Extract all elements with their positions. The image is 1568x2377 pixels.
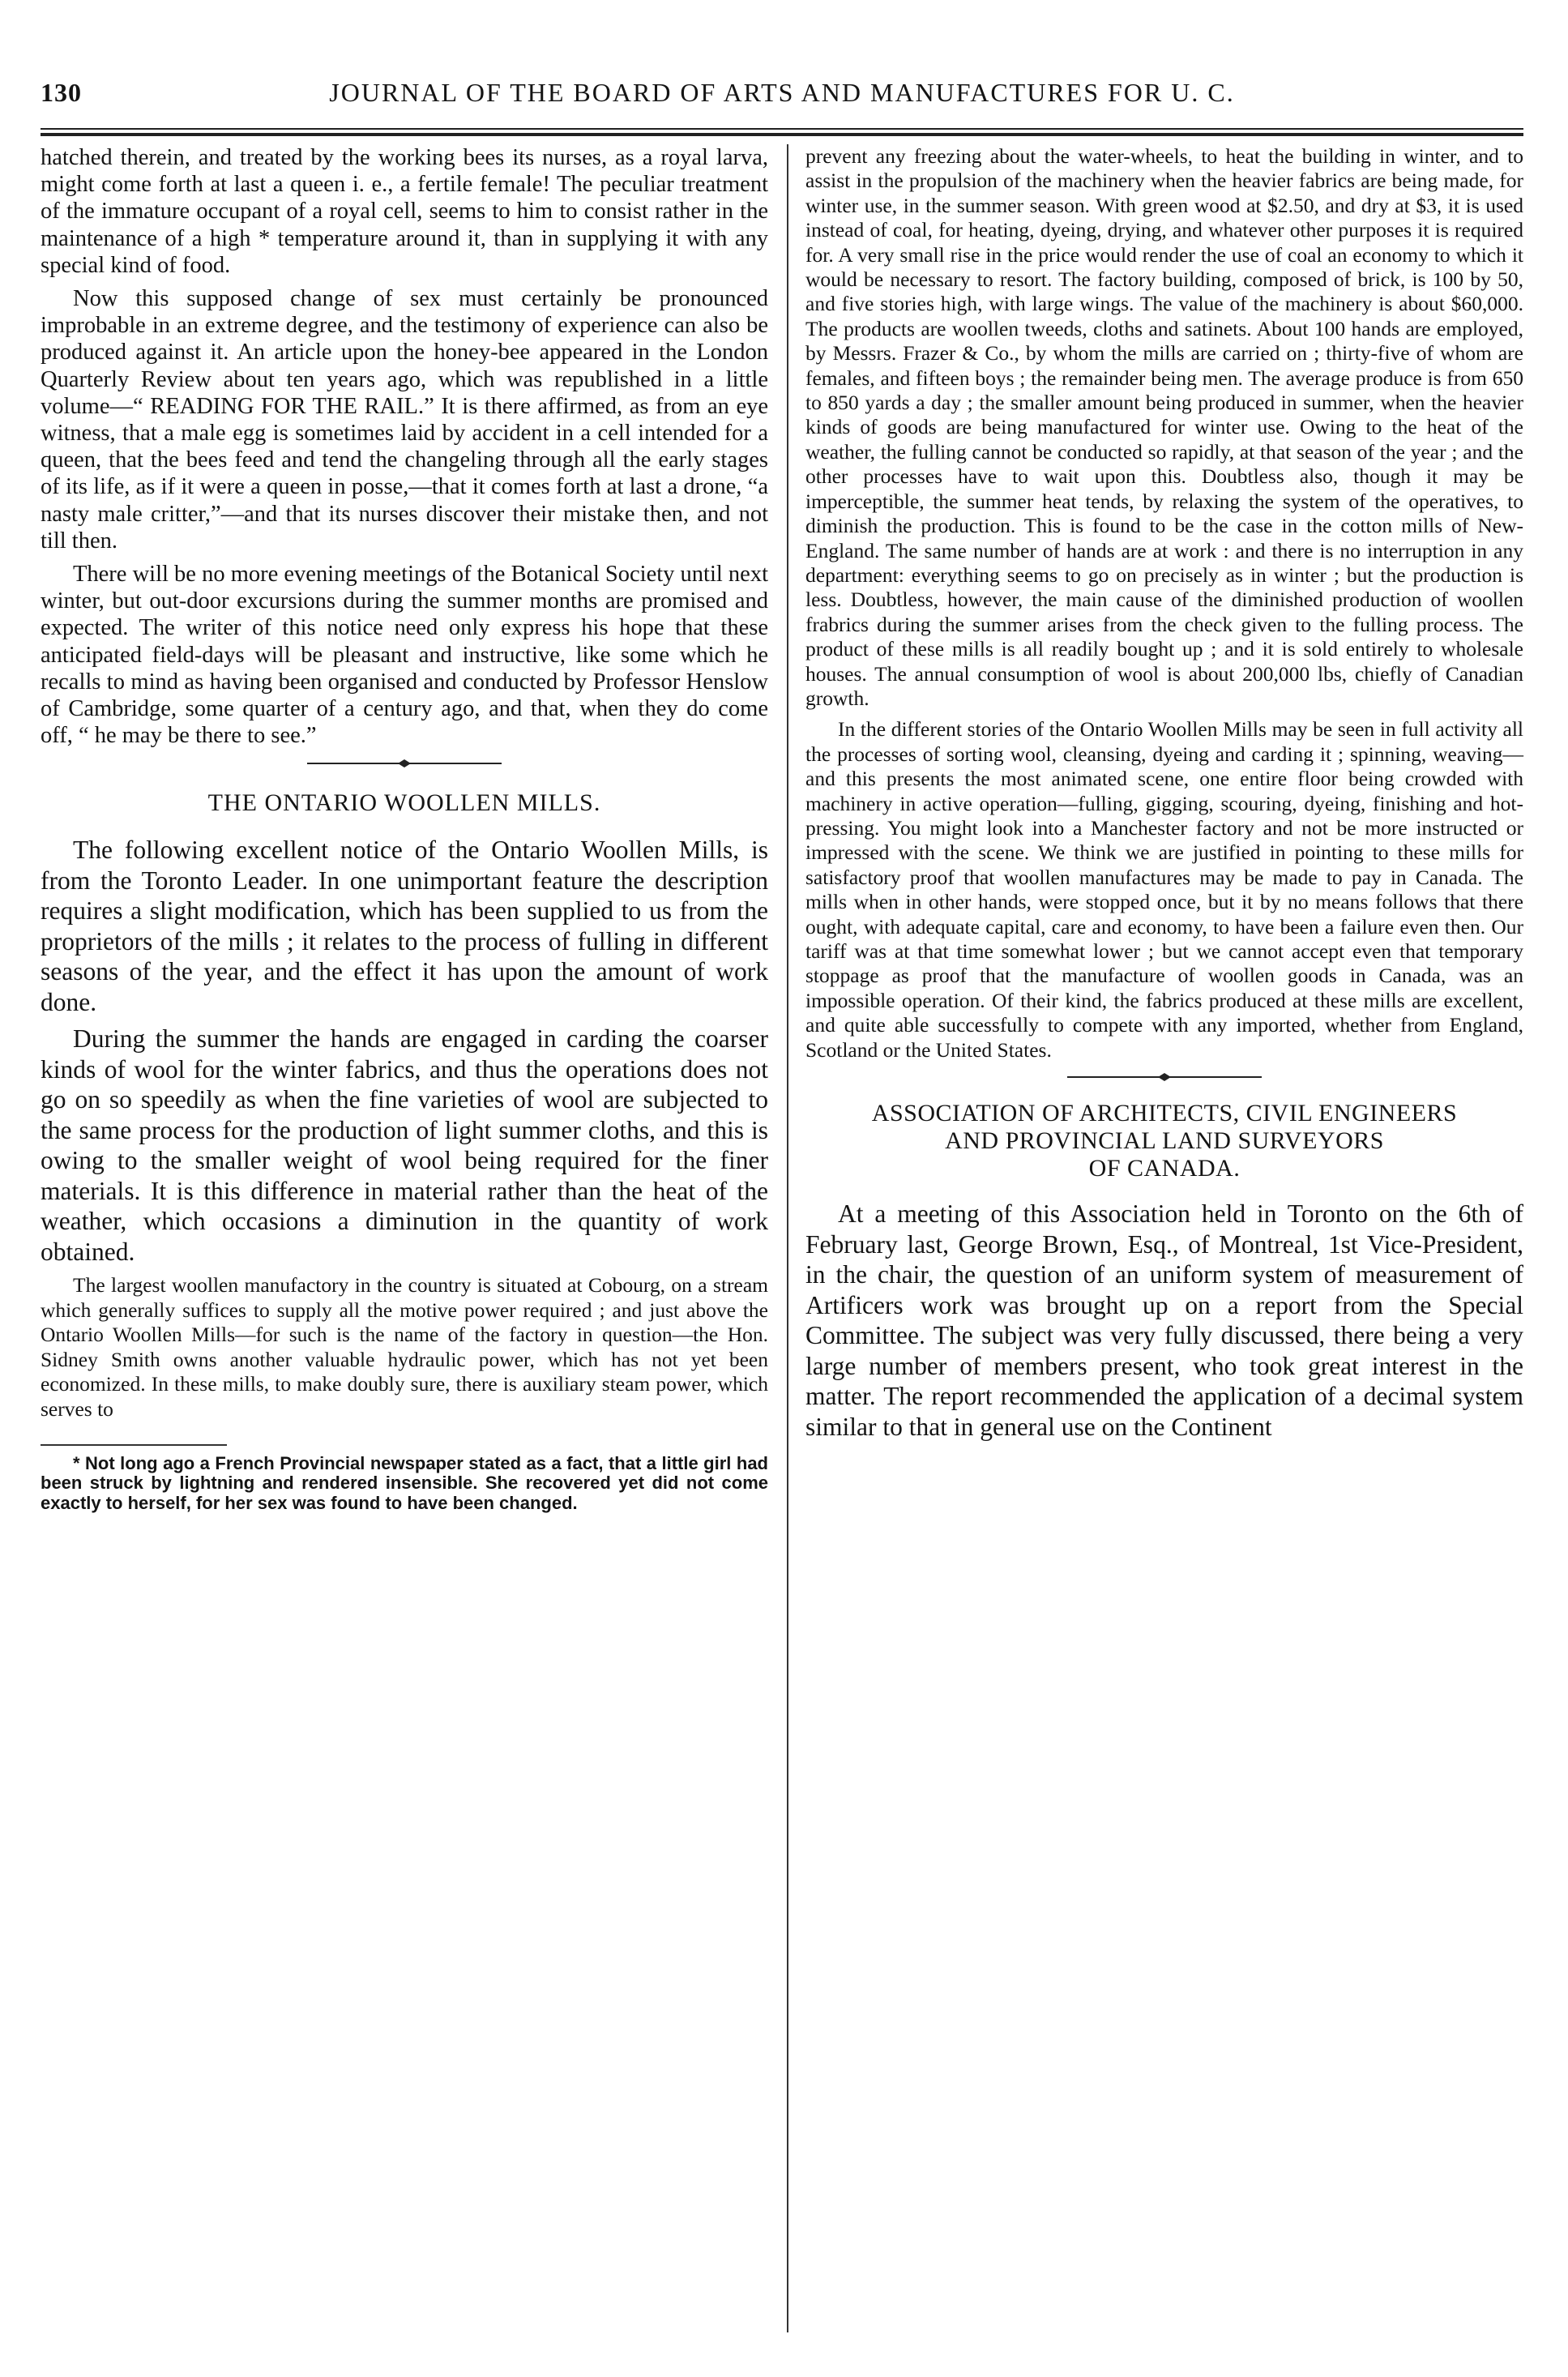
paragraph: At a meeting of this Association held in Toronto on the 6th of February last, George Brown, Esq., of Montreal, 1st Vice-President, in the chair, the question of an uniform system of measurement of Artificers work was brought up on a report from the Special Committee. The subject was very fully discussed, there being a very large number of members present, who took great interest in the matter. The report recommended the application of a decimal system similar to that in general use on the Continent <box>805 1199 1523 1441</box>
paragraph: The following excellent notice of the Ontario Woollen Mills, is from the Toronto Leader. In one unimportant feature the description requires a slight modification, which has been supplied to us from the proprietors of the mills ; it relates to the process of fulling in different seasons of the year, and the effect it has upon the amount of work done. <box>41 836 768 1016</box>
section-title-line: OF CANADA. <box>1088 1155 1241 1182</box>
paragraph: prevent any freezing about the water-wheels, to heat the building in winter, and to assist in the propulsion of the machinery when the heavier fabrics are being made, for winter use, in the summer season. With green wood at $2.50, and dry at $3, it is used instead of coal, for heating, dyeing, drying, and whatever other purposes it is required for. A very small rise in the price would render the use of coal an economy to which it would be necessary to resort. The factory building, composed of brick, is 100 by 50, and five stories high, with large wings. The value of the machinery is about $60,000. The products are woollen tweeds, cloths and satinets. About 100 hands are employed, by Messrs. Frazer & Co., by whom the mills are carried on ; thirty-five of whom are females, and fifteen boys ; the remainder being men. The average produce is from 650 to 850 yards a day ; the smaller amount being produced in summer, when the heavier kinds of goods are being manufactured for winter use. Owing to the heat of the weather, the fulling cannot be conducted so rapidly, at that season of the year ; and the other processes have to wait upon this. Doubtless also, though it may be imperceptible, the summer heat tends, by relaxing the system of the operatives, to diminish the production. This is found to be the case in the cotton mills of New-England. The same number of hands are at work : and there is no interruption in any department: everything seems to go on precisely as in winter ; but the production is less. Doubtless, however, the main cause of the diminished production of woollen frabrics during the summer arises from the check given to the fulling process. The product of these mills is all readily bought up ; and it is sold entirely to wholesale houses. The annual consumption of wool is about 200,000 lbs, chiefly of Canadian growth. <box>805 144 1523 710</box>
section-title-line: AND PROVINCIAL LAND SURVEYORS <box>945 1127 1384 1155</box>
section-title-line: ASSOCIATION OF ARCHITECTS, CIVIL ENGINEERS <box>871 1100 1458 1127</box>
page-number: 130 <box>41 78 82 107</box>
running-title: JOURNAL OF THE BOARD OF ARTS AND MANUFACTURES FOR U. C. <box>329 78 1235 107</box>
paragraph: The largest woollen manufactory in the country is situated at Cobourg, on a stream which generally suffices to supply all the motive power required ; and just above the Ontario Woollen Mills—for such is the name of the factory in question—the Hon. Sidney Smith owns another valuable hydraulic power, which has not yet been economized. In these mills, to make doubly sure, there is auxiliary steam power, which serves to <box>41 1273 768 1421</box>
paragraph: In the different stories of the Ontario Woollen Mills may be seen in full activity all the processes of sorting wool, cleansing, dyeing and carding it ; spinning, weaving—and this presents the most animated scene, one entire floor being crowded with machinery in active operation—fulling, gigging, scouring, dyeing, finishing and hot-pressing. You might look into a Manchester factory and not be more instructed or impressed with the scene. We think we are justified in pointing to these mills for satisfactory proof that woollen manufactures may be made to pay in Canada. The mills when in other hands, were stopped once, but it by no means follows that there ought, with adequate capital, care and economy, to have been a failure even then. Our tariff was at that time somewhat lower ; but we cannot accept even that temporary stoppage as proof that the manufacture of woollen goods in Canada, was an impossible operation. Of their kind, the fabrics produced at these mills are excellent, and quite able successfully to compete with any imported, whether from England, Scotland or the United States. <box>805 717 1523 1062</box>
page-header <box>41 78 1523 118</box>
paragraph: hatched therein, and treated by the working bees its nurses, as a royal larva, might come forth at last a queen i. e., a fertile female! The peculiar treatment of the immature occupant of a royal cell, seems to him to consist rather in the maintenance of a high * temperature around it, than in supplying it with any special kind of food. <box>41 145 768 278</box>
paragraph: Now this supposed change of sex must certainly be pronounced improbable in an extreme degree, and the testimony of experience can also be produced against it. An article upon the honey-bee appeared in the London Quarterly Review about ten years ago, which was republished in a little volume—“ READING FOR THE RAIL.” It is there affirmed, as from an eye witness, that a male egg is sometimes laid by accident in a cell intended for a queen, that the bees feed and tend the changeling through all the early stages of its life, as if it were a queen in posse,—that it comes forth at last a drone, “a nasty male critter,”—and that its nurses discover their mistake then, and not till then. <box>41 286 768 554</box>
footnote-rule <box>41 1444 227 1446</box>
paragraph: During the summer the hands are engaged in carding the coarser kinds of wool for the winter fabrics, and thus the operations does not go on so speedily as when the fine varieties of wool are subjected to the same process for the production of light summer cloths, and this is owing to the smaller weight of wool being required for the finer materials. It is this difference in material rather than the heat of the weather, which occasions a diminution in the quantity of work obtained. <box>41 1024 768 1266</box>
header-rule-thick <box>41 133 1523 136</box>
paragraph: There will be no more evening meetings of the Botanical Society until next winter, but out-door excursions during the summer months are promised and expected. The writer of this notice need only express his hope that these anticipated field-days will be pleasant and instructive, like some which he recalls to mind as having been organised and conducted by Professor Henslow of Cambridge, some quarter of a century ago, and that, when they do come off, “ he may be there to see.” <box>41 562 768 749</box>
section-title <box>805 1100 1523 1182</box>
section-ornament <box>1067 1072 1262 1082</box>
left-column <box>41 144 768 1520</box>
header-rule <box>41 128 1523 130</box>
footnote: * Not long ago a French Provincial newspaper stated as a fact, that a little girl had been struck by lightning and rendered insensible. She recovered yet did not come exactly to herself, for her sex was found to have been changed. <box>41 1452 768 1513</box>
column-divider <box>787 144 788 2332</box>
section-title: THE ONTARIO WOOLLEN MILLS. <box>207 789 601 817</box>
right-column <box>805 144 1523 1448</box>
section-ornament <box>307 759 502 768</box>
